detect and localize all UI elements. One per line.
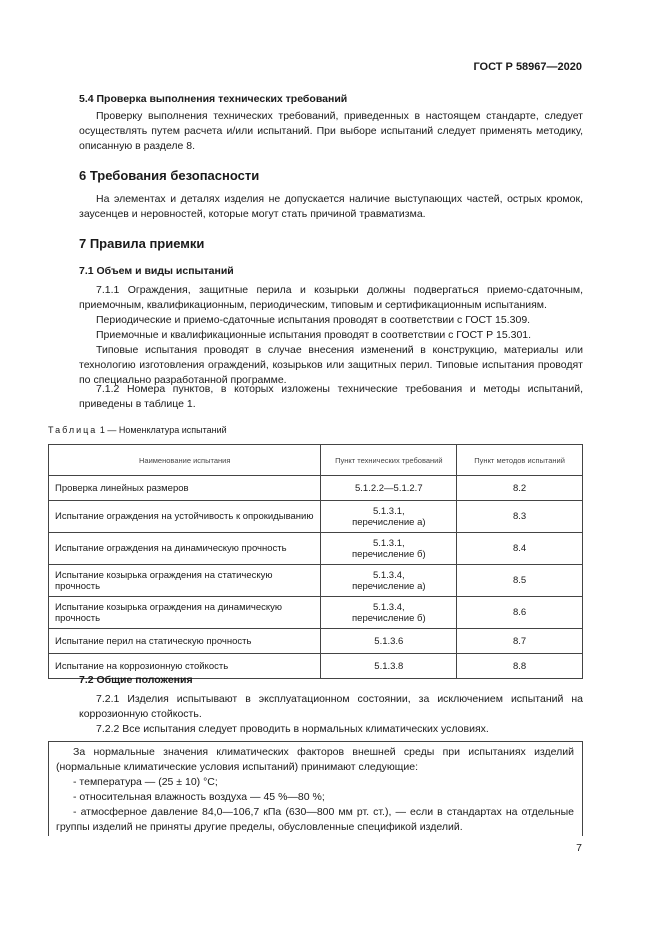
page-number: 7	[576, 842, 582, 854]
requirement-number: 5.1.3.4,	[372, 569, 405, 581]
requirement-clause: 5.1.3.6	[321, 629, 457, 654]
requirement-clause: 5.1.2.2—5.1.2.7	[321, 476, 457, 501]
table-row	[49, 629, 583, 654]
paragraph-type-tests: Типовые испытания проводят в случае внесения изменений в конструкцию, материалы или технологию изготовления ограждений, козырьков или защитных перил. Типовые испытания проводят по специально разработанной программе.	[79, 344, 583, 386]
requirement-clause	[321, 501, 457, 533]
paragraph-7-1-2: 7.1.2 Номера пунктов, в которых изложены технические требования и методы испытаний, приведены в таблице 1.	[79, 383, 583, 410]
method-clause: 8.3	[457, 501, 583, 533]
test-name: Испытание на коррозионную стойкость	[49, 654, 321, 679]
table-row	[49, 476, 583, 501]
method-clause: 8.8	[457, 654, 583, 679]
section-5-4-text: Проверку выполнения технических требований, приведенных в настоящем стандарте, следует осуществлять путем расчета и/или испытаний. При выборе испытаний следует применять методику, описанную в разделе 8.	[79, 110, 583, 152]
test-name: Испытание козырька ограждения на динамическую прочность	[49, 597, 321, 629]
requirement-clause	[321, 565, 457, 597]
requirement-enumeration: перечисление а)	[352, 580, 426, 592]
paragraph-acceptance: Приемочные и квалификационные испытания проводят в соответствии с ГОСТ Р 15.301.	[96, 329, 532, 341]
section-7-title: 7 Правила приемки	[79, 236, 205, 251]
box-item-humidity: - относительная влажность воздуха — 45 %—80 %;	[73, 791, 325, 803]
table-row	[49, 597, 583, 629]
requirement-enumeration: перечисление а)	[352, 516, 426, 528]
requirement-number: 5.1.3.4,	[372, 601, 405, 613]
section-7-2-title: 7.2 Общие положения	[79, 674, 193, 686]
table-row	[49, 501, 583, 533]
climatic-conditions-box	[48, 741, 583, 836]
requirement-clause: 5.1.3.8	[321, 654, 457, 679]
table-row	[49, 565, 583, 597]
requirement-enumeration: перечисление б)	[352, 612, 426, 624]
test-name: Испытание перил на статическую прочность	[49, 629, 321, 654]
test-name: Испытание ограждения на устойчивость к опрокидыванию	[49, 501, 321, 533]
section-5-4-title: 5.4 Проверка выполнения технических требований	[79, 93, 348, 105]
method-clause: 8.4	[457, 533, 583, 565]
paragraph-periodic: Периодические и приемо-сдаточные испытания проводят в соответствии с ГОСТ 15.309.	[96, 314, 531, 326]
section-6-text: На элементах и деталях изделия не допускается наличие выступающих частей, острых кромок, заусенцев и неровностей, которые могут стать причиной травматизма.	[79, 193, 583, 220]
method-clause: 8.2	[457, 476, 583, 501]
requirement-number: 5.1.3.1,	[372, 537, 405, 549]
test-name: Испытание ограждения на динамическую прочность	[49, 533, 321, 565]
requirement-enumeration: перечисление б)	[352, 548, 426, 560]
box-item-pressure: - атмосферное давление 84,0—106,7 кПа (630—800 мм рт. ст.), — если в стандартах на отдельные группы изделий не приняты другие пределы, обусловленные спецификой изделий.	[56, 806, 574, 833]
header-methods: Пункт методов испытаний	[457, 445, 583, 476]
method-clause: 8.7	[457, 629, 583, 654]
table-caption-word: Таблица	[48, 425, 98, 435]
test-name: Испытание козырька ограждения на статическую прочность	[49, 565, 321, 597]
header-test-name: Наименование испытания	[49, 445, 321, 476]
table-header-row	[49, 445, 583, 476]
tests-table	[48, 444, 583, 679]
test-name: Проверка линейных размеров	[49, 476, 321, 501]
method-clause: 8.6	[457, 597, 583, 629]
table-caption-rest: 1 — Номенклатура испытаний	[99, 425, 227, 435]
box-intro: За нормальные значения климатических факторов внешней среды при испытаниях изделий (нормальные климатические условия испытаний) принимают следующие:	[56, 746, 574, 773]
requirement-number: 5.1.3.1,	[372, 505, 405, 517]
section-7-1-title: 7.1 Объем и виды испытаний	[79, 265, 234, 277]
table-row	[49, 533, 583, 565]
table-caption	[48, 425, 227, 435]
box-item-temperature: - температура — (25 ± 10) °С;	[73, 776, 218, 788]
document-number: ГОСТ Р 58967—2020	[473, 61, 582, 73]
section-6-title: 6 Требования безопасности	[79, 168, 260, 183]
requirement-clause	[321, 597, 457, 629]
paragraph-7-2-1: 7.2.1 Изделия испытывают в эксплуатационном состоянии, за исключением испытаний на коррозионную стойкость.	[79, 693, 583, 720]
method-clause: 8.5	[457, 565, 583, 597]
header-requirements: Пункт технических требований	[321, 445, 457, 476]
paragraph-7-1-1: 7.1.1 Ограждения, защитные перила и козырьки должны подвергаться приемо-сдаточным, приемочным, квалификационным, периодическим, типовым и сертификационным испытаниям.	[79, 284, 583, 311]
paragraph-7-2-2: 7.2.2 Все испытания следует проводить в нормальных климатических условиях.	[96, 723, 489, 735]
requirement-clause	[321, 533, 457, 565]
